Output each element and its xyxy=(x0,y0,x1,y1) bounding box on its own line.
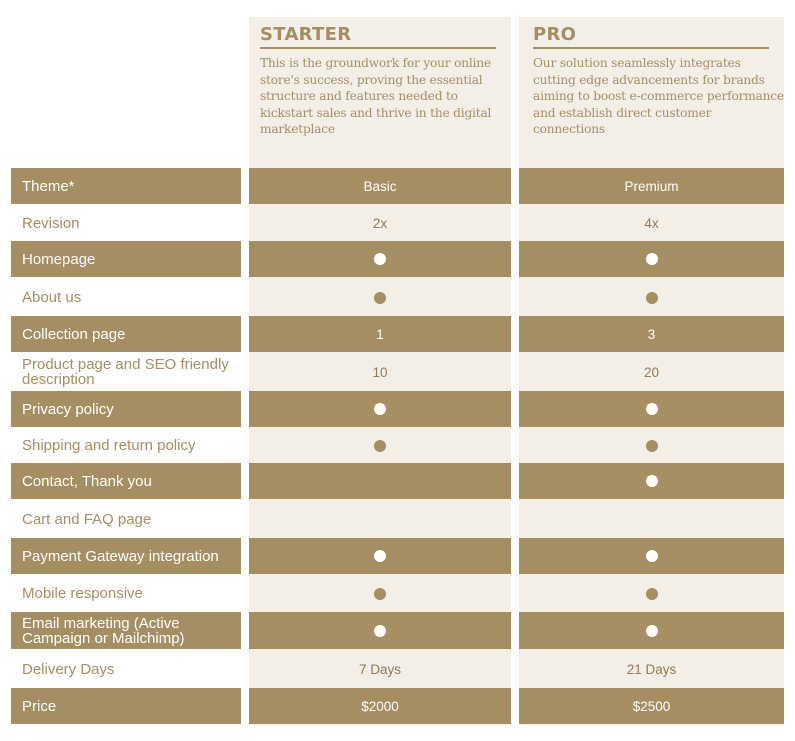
table-row xyxy=(0,612,795,649)
table-row xyxy=(0,279,795,316)
starter-value-cell xyxy=(249,316,511,352)
starter-plan-description: This is the groundwork for your online store's success, proving the essential structure and features needed to kickstart sales and thrive in the digital marketplace xyxy=(260,56,492,136)
starter-plan-header xyxy=(260,24,506,138)
starter-value-cell xyxy=(249,463,511,499)
feature-label: Delivery Days xyxy=(22,660,115,678)
starter-value-cell xyxy=(249,688,511,724)
feature-label: Collection page xyxy=(11,316,241,352)
pro-value: 20 xyxy=(643,364,660,380)
pro-value-cell xyxy=(519,428,784,463)
table-row xyxy=(0,353,795,391)
table-row xyxy=(0,205,795,241)
table-row xyxy=(0,688,795,724)
dot-icon xyxy=(646,625,658,637)
starter-value-cell xyxy=(249,650,511,688)
pro-value-cell xyxy=(519,575,784,612)
table-row xyxy=(0,168,795,204)
feature-label: Payment Gateway integration xyxy=(11,538,241,574)
pro-value: 21 Days xyxy=(626,661,677,677)
starter-value-cell xyxy=(249,241,511,277)
dot-icon xyxy=(646,403,658,415)
feature-label: Theme* xyxy=(11,168,241,204)
pro-plan-header xyxy=(533,24,785,138)
dot-icon xyxy=(646,440,658,452)
pro-value-cell xyxy=(519,688,784,724)
starter-plan-title: STARTER xyxy=(260,24,496,49)
starter-value-cell xyxy=(249,279,511,316)
table-row xyxy=(0,538,795,574)
starter-value: 10 xyxy=(372,364,388,380)
table-row xyxy=(0,500,795,538)
table-row xyxy=(0,463,795,499)
pro-value-cell xyxy=(519,279,784,316)
feature-label: Mobile responsive xyxy=(22,585,143,602)
feature-label: Revision xyxy=(22,214,80,232)
starter-value-cell xyxy=(249,428,511,463)
pro-value: $2500 xyxy=(632,698,671,714)
pro-value: Premium xyxy=(624,178,679,194)
dot-icon xyxy=(646,588,658,600)
starter-value-cell xyxy=(249,612,511,649)
starter-value: 7 Days xyxy=(358,661,402,677)
starter-value-cell xyxy=(249,205,511,241)
pro-value-cell xyxy=(519,353,784,391)
starter-value-cell xyxy=(249,538,511,574)
feature-label: Contact, Thank you xyxy=(11,463,241,499)
starter-value-cell xyxy=(249,168,511,204)
dot-icon xyxy=(646,253,658,265)
feature-label: Shipping and return policy xyxy=(22,437,196,454)
dot-icon xyxy=(374,550,386,562)
dot-icon xyxy=(646,475,658,487)
pro-value-cell xyxy=(519,500,784,538)
pro-value-cell xyxy=(519,391,784,427)
dot-icon xyxy=(374,588,386,600)
dot-icon xyxy=(374,292,386,304)
starter-value: 2x xyxy=(372,215,388,231)
feature-label: Price xyxy=(11,688,241,724)
dot-icon xyxy=(374,625,386,637)
starter-value: Basic xyxy=(363,178,397,194)
table-row xyxy=(0,575,795,612)
dot-icon xyxy=(646,550,658,562)
pro-value-cell xyxy=(519,241,784,277)
dot-icon xyxy=(374,403,386,415)
pro-plan-description: Our solution seamlessly integrates cutting edge advancements for brands aiming to boost e-commerce performance and establish direct customer connections xyxy=(533,56,784,136)
pro-value-cell xyxy=(519,650,784,688)
feature-label: About us xyxy=(22,289,82,306)
pro-value-cell xyxy=(519,205,784,241)
pro-value-cell xyxy=(519,463,784,499)
starter-value-cell xyxy=(249,353,511,391)
pro-value-cell xyxy=(519,316,784,352)
dot-icon xyxy=(646,292,658,304)
table-row xyxy=(0,650,795,688)
feature-label: Cart and FAQ page xyxy=(22,510,152,528)
pro-value-cell xyxy=(519,538,784,574)
pro-plan-title: PRO xyxy=(533,24,769,49)
table-row xyxy=(0,241,795,277)
starter-value-cell xyxy=(249,575,511,612)
dot-icon xyxy=(374,253,386,265)
feature-label: Product page and SEO friendly description xyxy=(22,356,229,388)
dot-icon xyxy=(374,440,386,452)
feature-label: Privacy policy xyxy=(11,391,241,427)
pro-value-cell xyxy=(519,612,784,649)
starter-value-cell xyxy=(249,391,511,427)
feature-label: Email marketing (Active Campaign or Mailchimp) xyxy=(11,612,241,649)
starter-value: $2000 xyxy=(361,698,399,714)
pro-value: 4x xyxy=(644,215,659,231)
feature-label: Homepage xyxy=(11,241,241,277)
table-row xyxy=(0,391,795,427)
starter-value: 1 xyxy=(376,326,384,342)
table-row xyxy=(0,428,795,463)
starter-value-cell xyxy=(249,500,511,538)
pro-value: 3 xyxy=(647,326,656,342)
table-row xyxy=(0,316,795,352)
pro-value-cell xyxy=(519,168,784,204)
